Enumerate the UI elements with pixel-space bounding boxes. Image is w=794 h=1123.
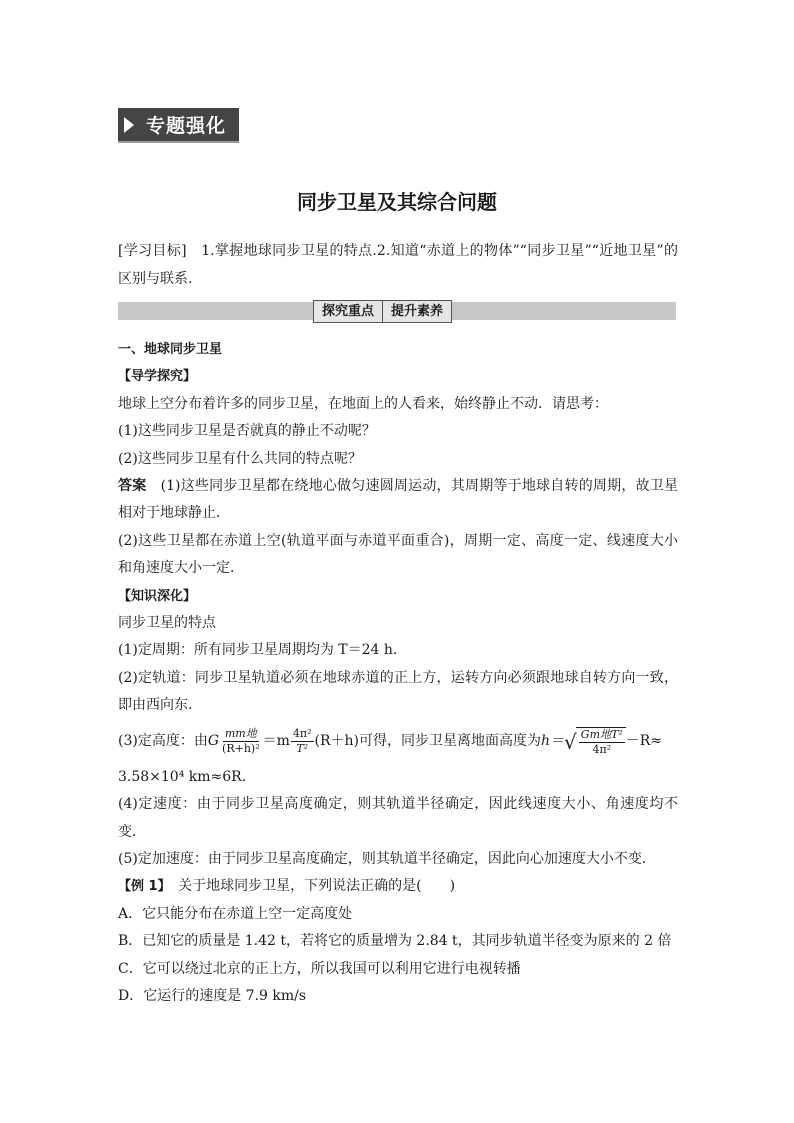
- answer-1-text: (1)这些同步卫星都在绕地心做匀速圆周运动，其周期等于地球自转的周期，故卫星相对于地球静止．: [118, 478, 678, 522]
- fraction-centripetal-num: 4π²: [292, 727, 312, 741]
- divider-left-label: 探究重点: [322, 304, 375, 319]
- fraction-height-den: 4π²: [592, 742, 612, 756]
- section-banner: [118, 108, 239, 143]
- banner-label: 专题强化: [146, 115, 227, 137]
- question-2: (2)这些同步卫星有什么共同的特点呢？: [118, 450, 362, 467]
- answer-paragraph-1: [118, 473, 678, 528]
- formula-h: h＝: [541, 732, 565, 749]
- formula-G: G: [207, 732, 220, 749]
- goal-text: 1.掌握地球同步卫星的特点.2.知道“赤道上的物体”“同步卫星”“近地卫星”的区别与联系.: [118, 243, 678, 287]
- formula-mid-text: (R＋h)可得，同步卫星离地面高度为: [314, 732, 542, 749]
- option-a: A．它只能分布在赤道上空一定高度处: [118, 905, 353, 922]
- page-title: 同步卫星及其综合问题: [297, 190, 497, 214]
- sqrt-expression: [564, 727, 626, 757]
- feature-height-formula: [118, 720, 678, 764]
- fraction-gravity-den: (R+h)²: [222, 742, 260, 756]
- divider-right-label: 提升素养: [382, 301, 451, 322]
- fraction-gravity-num: mm地: [224, 727, 257, 741]
- section-heading: 一、地球同步卫星: [118, 342, 223, 357]
- fraction-centripetal-den: T²: [296, 742, 309, 756]
- option-b: B．已知它的质量是 1.42 t，若将它的质量增为 2.84 t，其同步轨道半径变为原来的 2 倍: [118, 933, 672, 950]
- question-1: (1)这些同步卫星是否就真的静止不动呢？: [118, 423, 376, 440]
- answer-label: 答案: [118, 478, 147, 495]
- main-content: [118, 336, 678, 1010]
- formula-equals: ＝m: [262, 732, 290, 749]
- feature-speed: (4)定速度：由于同步卫星高度确定，则其轨道半径确定，因此线速度大小、角速度均不变．: [118, 796, 678, 840]
- feature-height-result: 3.58×10⁴ km≈6R.: [118, 768, 247, 785]
- feature-acceleration: (5)定加速度：由于同步卫星高度确定，则其轨道半径确定，因此向心加速度大小不变．: [118, 850, 656, 867]
- guide-label: 【 导学探究 】: [118, 369, 196, 384]
- option-d: D．它运行的速度是 7.9 km/s: [118, 987, 307, 1004]
- feature-orbit: (2)定轨道：同步卫星轨道必须在地球赤道的正上方，运转方向必须跟地球自转方向一致，即由西向东．: [118, 669, 678, 714]
- goal-label: [学习目标]: [118, 243, 187, 259]
- fraction-height: [579, 728, 625, 757]
- fraction-gravity: [220, 727, 262, 756]
- example-stem: [118, 873, 678, 900]
- fraction-height-num: Gm地T²: [580, 727, 623, 741]
- formula-prefix: (3)定高度：由: [118, 732, 208, 749]
- section-divider-label: [313, 300, 452, 323]
- deep-label: 【 知识深化 】: [118, 589, 196, 604]
- answer-paragraph-2: (2)这些卫星都在赤道上空(轨道平面与赤道平面重合)，周期一定、高度一定、线速度大小和角速度大小一定．: [118, 532, 678, 577]
- option-c: C．它可以绕过北京的正上方，所以我国可以利用它进行电视转播: [118, 960, 521, 977]
- learning-goals: [118, 237, 678, 293]
- feature-period: (1)定周期：所有同步卫星周期均为 T＝24 h.: [118, 642, 398, 659]
- play-arrow-icon: [124, 117, 134, 133]
- example-stem-text: 关于地球同步卫星，下列说法正确的是( ): [164, 878, 456, 895]
- features-title: 同步卫星的特点: [118, 615, 216, 632]
- fraction-centripetal: [291, 727, 314, 756]
- sqrt-icon: √: [564, 729, 577, 754]
- example-label: 【 例 1 】: [118, 879, 164, 894]
- formula-tail: －R≈: [625, 732, 663, 749]
- intro-text: 地球上空分布着许多的同步卫星，在地面上的人看来，始终静止不动．请思考：: [118, 395, 608, 412]
